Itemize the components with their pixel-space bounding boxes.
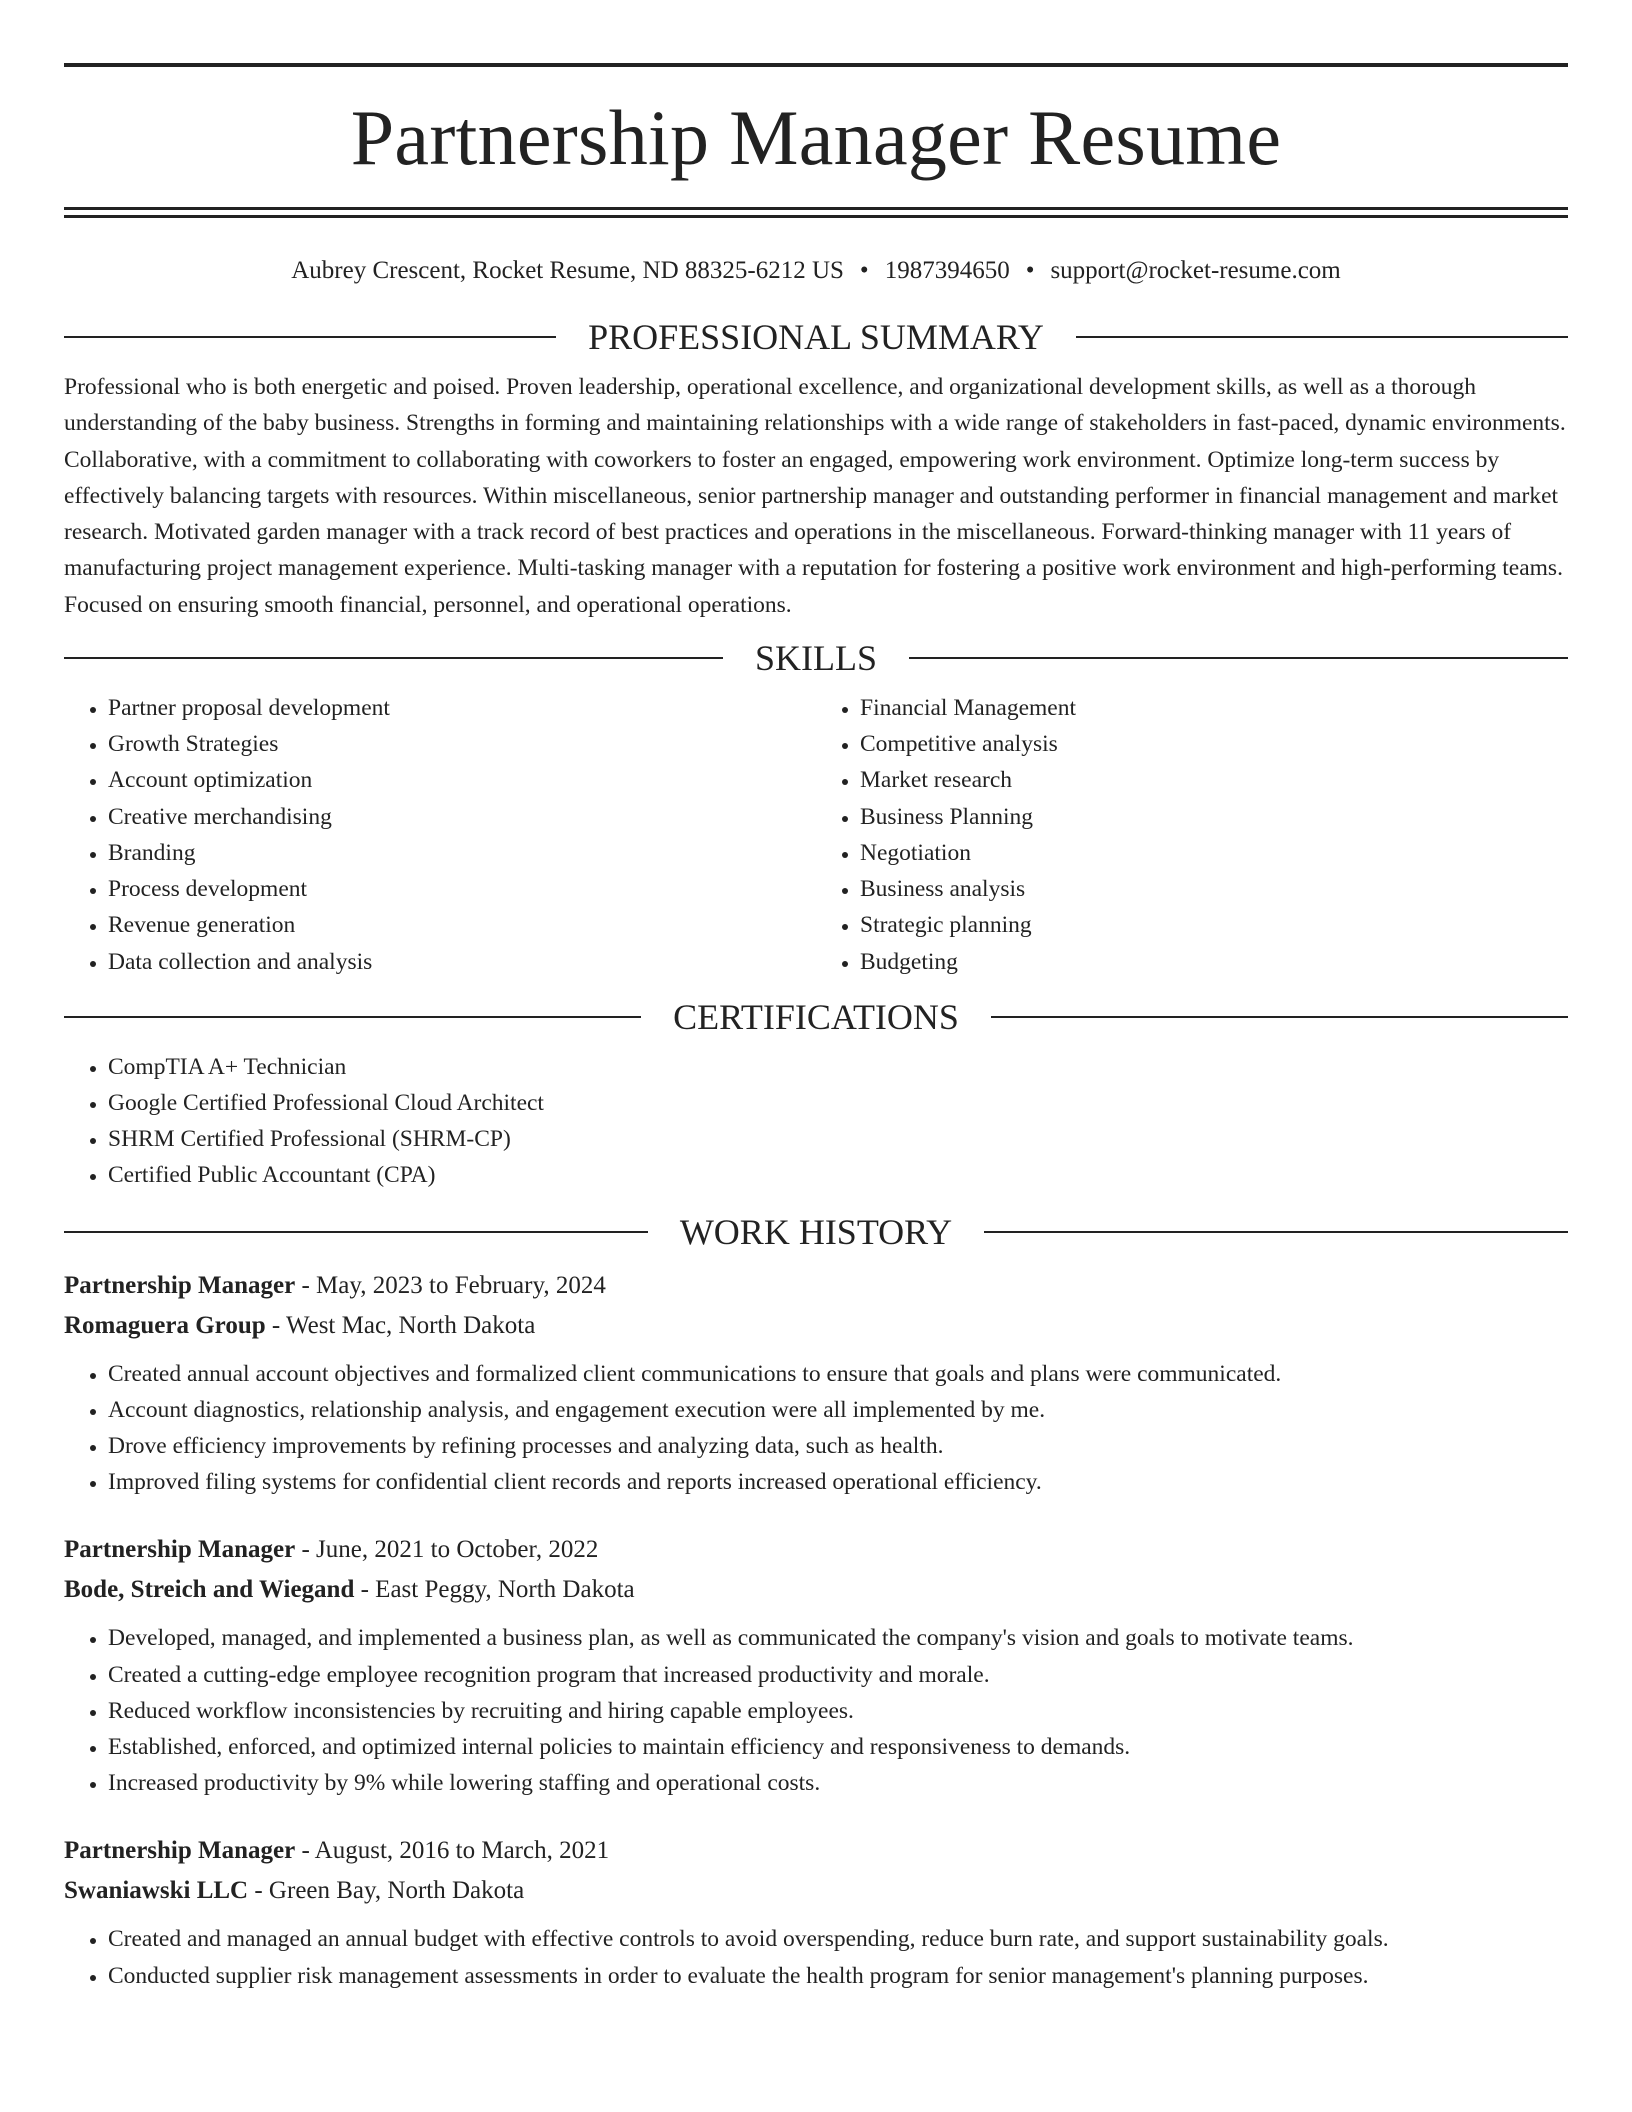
skill-item: • Business Planning [860, 799, 1568, 835]
skill-item: • Account optimization [108, 762, 816, 798]
contact-separator: • [1025, 257, 1035, 284]
skill-item: • Competitive analysis [860, 726, 1568, 762]
page-title: Partnership Manager Resume [350, 94, 1282, 181]
skill-item: • Budgeting [860, 944, 1568, 980]
title-double-rule [64, 207, 1568, 218]
skill-item: • Data collection and analysis [108, 944, 816, 980]
skill-item: • Partner proposal development [108, 690, 816, 726]
skill-item: • Market research [860, 762, 1568, 798]
contact-address: Aubrey Crescent, Rocket Resume, ND 88325-6212 US [291, 257, 844, 284]
job-company-line [64, 1871, 1568, 1911]
job-title-line [64, 1530, 1568, 1570]
contact-separator: • [859, 257, 869, 284]
heading-rule-left [64, 1231, 648, 1233]
skill-item: • Strategic planning [860, 907, 1568, 943]
job-bullet: • Created and managed an annual budget with effective controls to avoid overspending, reduce burn rate, and support sustainability goals. [108, 1921, 1568, 1957]
heading-rule-left [64, 657, 723, 659]
job-bullet: • Created annual account objectives and formalized client communications to ensure that goals and plans were communicated. [108, 1356, 1568, 1392]
certifications-list [64, 1049, 1568, 1194]
heading-rule-right [909, 657, 1568, 659]
skills-list-right [816, 690, 1568, 980]
job-company: Swaniawski LLC [64, 1877, 249, 1905]
job-title: Partnership Manager [64, 1536, 296, 1564]
skill-item: • Growth Strategies [108, 726, 816, 762]
job-dates: - May, 2023 to February, 2024 [295, 1271, 606, 1299]
job-bullet: • Increased productivity by 9% while lowering staffing and operational costs. [108, 1765, 1568, 1801]
job-bullets [64, 1921, 1568, 1993]
job-bullets [64, 1620, 1568, 1801]
job-entry [64, 1266, 1568, 1501]
job-title: Partnership Manager [64, 1271, 296, 1299]
certification-item: • SHRM Certified Professional (SHRM-CP) [108, 1121, 1568, 1157]
skill-item: • Revenue generation [108, 907, 816, 943]
summary-heading [64, 317, 1568, 357]
job-title: Partnership Manager [64, 1837, 296, 1865]
job-bullet: • Created a cutting-edge employee recognition program that increased productivity and morale. [108, 1657, 1568, 1693]
job-company-line [64, 1570, 1568, 1610]
job-bullet: • Improved filing systems for confidential client records and reports increased operational efficiency. [108, 1464, 1568, 1500]
certification-item: • Certified Public Accountant (CPA) [108, 1157, 1568, 1193]
job-company-line [64, 1306, 1568, 1346]
job-title-line [64, 1831, 1568, 1871]
job-dates: - August, 2016 to March, 2021 [295, 1837, 610, 1865]
certification-item: • Google Certified Professional Cloud Architect [108, 1085, 1568, 1121]
work-heading-label: WORK HISTORY [679, 1211, 953, 1252]
summary-heading-label: PROFESSIONAL SUMMARY [588, 317, 1044, 357]
heading-rule-right [1076, 336, 1568, 338]
skills-heading-label: SKILLS [755, 638, 878, 679]
job-bullet: • Conducted supplier risk management assessments in order to evaluate the health program for senior management's planning purposes. [108, 1958, 1568, 1994]
skills-columns [64, 690, 1568, 980]
job-entry [64, 1530, 1568, 1801]
job-location: - Green Bay, North Dakota [248, 1877, 525, 1905]
skills-list-left [64, 690, 816, 980]
skill-item: • Creative merchandising [108, 799, 816, 835]
skill-item: • Financial Management [860, 690, 1568, 726]
heading-rule-left [64, 336, 556, 338]
resume-page [64, 0, 1568, 1994]
job-bullet: • Established, enforced, and optimized internal policies to maintain efficiency and responsiveness to demands. [108, 1729, 1568, 1765]
skill-item: • Process development [108, 871, 816, 907]
job-bullet: • Drove efficiency improvements by refining processes and analyzing data, such as health. [108, 1428, 1568, 1464]
skill-item: • Negotiation [860, 835, 1568, 871]
job-bullet: • Developed, managed, and implemented a business plan, as well as communicated the company's vision and goals to motivate teams. [108, 1620, 1568, 1656]
job-bullet: • Account diagnostics, relationship analysis, and engagement execution were all implemented by me. [108, 1392, 1568, 1428]
job-location: - West Mac, North Dakota [265, 1311, 536, 1339]
job-title-line [64, 1266, 1568, 1306]
work-heading [64, 1212, 1568, 1252]
title-block [64, 63, 1568, 218]
job-location: - East Peggy, North Dakota [354, 1576, 635, 1604]
skills-heading [64, 638, 1568, 678]
contact-line [64, 256, 1568, 286]
job-dates: - June, 2021 to October, 2022 [295, 1536, 599, 1564]
certifications-heading [64, 997, 1568, 1037]
contact-email: support@rocket-resume.com [1050, 257, 1341, 284]
job-company: Bode, Streich and Wiegand [64, 1576, 355, 1604]
skill-item: • Branding [108, 835, 816, 871]
heading-rule-left [64, 1016, 641, 1018]
job-bullets [64, 1356, 1568, 1501]
certification-item: • CompTIA A+ Technician [108, 1049, 1568, 1085]
summary-text: Professional who is both energetic and poised. Proven leadership, operational excellence, and organizational development skills, as well as a thorough understanding of the baby business. Strengths in forming and maintaining relationships with a wide range of stakeholders in fast-paced, dynamic environments. Collaborative, with a commitment to collaborating with coworkers to foster an engaged, empowering work environment. Optimize long-term success by effectively balancing targets with resources. Within miscellaneous, senior partnership manager and outstanding performer in financial management and market research. Motivated garden manager with a track record of best practices and operations in the miscellaneous. Forward-thinking manager with 11 years of manufacturing project management experience. Multi-tasking manager with a reputation for fostering a positive work environment and high-performing teams. Focused on ensuring smooth financial, personnel, and operational operations. [64, 374, 1566, 618]
job-company: Romaguera Group [64, 1311, 266, 1339]
heading-rule-right [984, 1231, 1568, 1233]
skill-item: • Business analysis [860, 871, 1568, 907]
job-entry [64, 1831, 1568, 1993]
job-bullet: • Reduced workflow inconsistencies by recruiting and hiring capable employees. [108, 1693, 1568, 1729]
certifications-heading-label: CERTIFICATIONS [673, 996, 959, 1037]
heading-rule-right [991, 1016, 1568, 1018]
contact-phone: 1987394650 [884, 257, 1010, 284]
